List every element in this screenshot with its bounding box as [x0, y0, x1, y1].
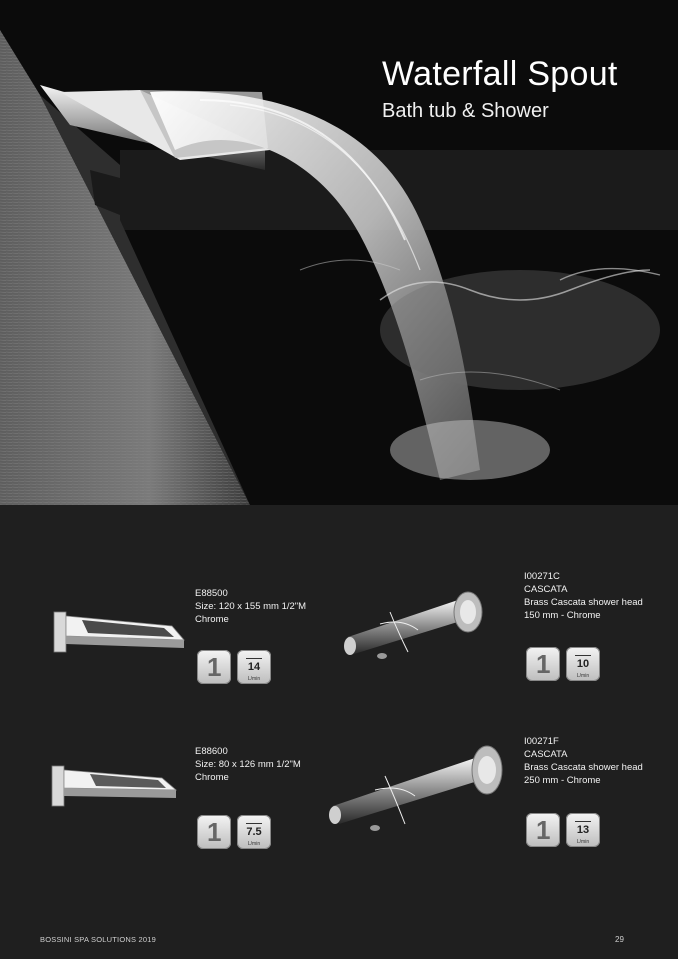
- product-e88500-info: [195, 587, 306, 626]
- shower-head-i00271c-image: [340, 582, 490, 662]
- product-size: Size: 120 x 155 mm 1/2"M: [195, 601, 307, 612]
- product-i00271f-info: [524, 735, 643, 787]
- page-title: Waterfall Spout: [382, 55, 618, 93]
- product-code: I00271F: [524, 736, 559, 747]
- product-finish: Chrome: [195, 614, 229, 625]
- page-number: 29: [615, 935, 624, 944]
- flow-rate-value: 7.5: [246, 826, 262, 838]
- single-lever-icon: 1: [197, 650, 231, 684]
- product-i00271c-info: [524, 570, 643, 622]
- product-code: E88600: [195, 746, 228, 757]
- product-size: Size: 80 x 126 mm 1/2"M: [195, 759, 301, 770]
- flow-rate-value: 10: [576, 658, 590, 670]
- page-subtitle: Bath tub & Shower: [382, 100, 549, 122]
- product-e88600-info: [195, 745, 301, 784]
- product-finish: Chrome: [195, 772, 229, 783]
- waterfall-spout-e88500-image: [52, 606, 187, 656]
- single-lever-icon: 1: [526, 813, 560, 847]
- flow-rate-unit: L/min: [576, 673, 590, 679]
- footer-brand: BOSSINI SPA SOLUTIONS 2019: [40, 935, 156, 944]
- flow-rate-value: 14: [247, 661, 261, 673]
- product-code: I00271C: [524, 571, 560, 582]
- product-series: CASCATA: [524, 584, 568, 595]
- flow-rate-value: 13: [576, 824, 590, 836]
- waterfall-spout-e88600-image: [50, 762, 190, 810]
- product-description: Brass Cascata shower head: [524, 597, 643, 608]
- flow-rate-icon: [566, 813, 600, 847]
- flow-rate-icon: [237, 815, 271, 849]
- flow-rate-unit: L/min: [576, 839, 590, 845]
- flow-rate-icon: [566, 647, 600, 681]
- product-size: 150 mm - Chrome: [524, 610, 601, 621]
- flow-rate-unit: L/min: [247, 676, 261, 682]
- single-lever-icon: 1: [197, 815, 231, 849]
- single-lever-icon: 1: [526, 647, 560, 681]
- product-code: E88500: [195, 588, 228, 599]
- product-description: Brass Cascata shower head: [524, 762, 643, 773]
- flow-rate-icon: [237, 650, 271, 684]
- shower-head-i00271f-image: [325, 738, 505, 833]
- product-series: CASCATA: [524, 749, 568, 760]
- flow-rate-unit: L/min: [247, 841, 261, 847]
- product-size: 250 mm - Chrome: [524, 775, 601, 786]
